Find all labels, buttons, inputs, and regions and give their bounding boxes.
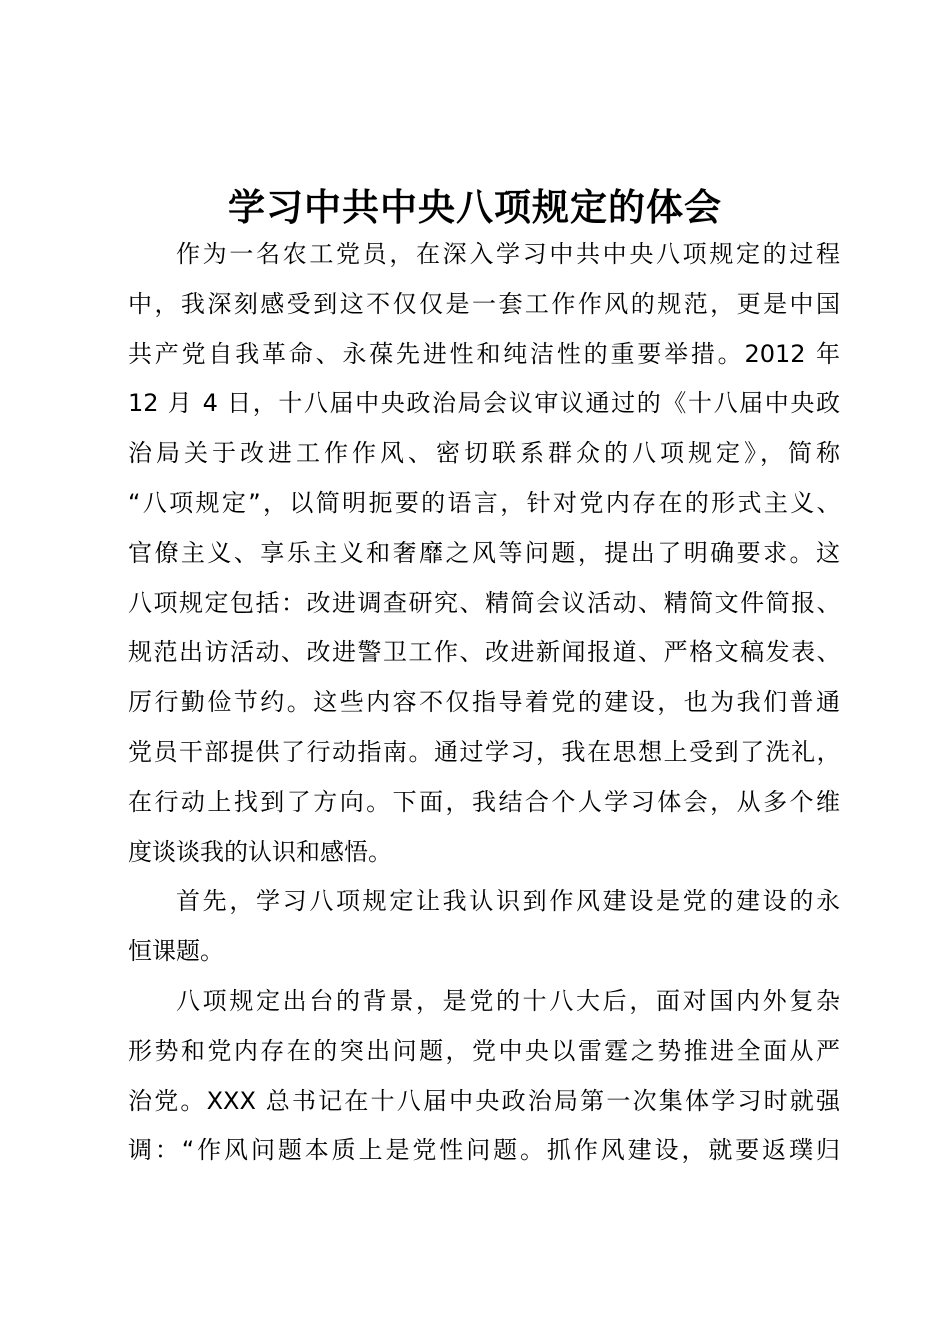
text-line: 八项规定包括：改进调查研究、精简会议活动、精简文件简报、: [128, 588, 840, 617]
text-line: 恒课题。: [128, 937, 224, 966]
text-line: 治局关于改进工作作风、密切联系群众的八项规定》，简称: [128, 439, 840, 468]
text-line: “八项规定”，以简明扼要的语言，针对党内存在的形式主义、: [128, 488, 840, 517]
text-line: 官僚主义、享乐主义和奢靡之风等问题，提出了明确要求。这: [128, 538, 840, 567]
paragraph-1: [128, 230, 840, 877]
text-line: 党员干部提供了行动指南。通过学习，我在思想上受到了洗礼，: [128, 737, 840, 766]
paragraph-2: [128, 877, 840, 977]
text-line: 中，我深刻感受到这不仅仅是一套工作作风的规范，更是中国: [128, 289, 840, 318]
document-title: 学习中共中央八项规定的体会: [228, 186, 722, 229]
text-line: 治党。XXX 总书记在十八届中央政治局第一次集体学习时就强: [128, 1086, 840, 1115]
document-body: [128, 230, 840, 1176]
text-line: 共产党自我革命、永葆先进性和纯洁性的重要举措。2012 年: [128, 339, 840, 368]
text-line: 度谈谈我的认识和感悟。: [128, 837, 392, 866]
text-line: 八项规定出台的背景，是党的十八大后，面对国内外复杂: [176, 986, 840, 1015]
text-line: 首先，学习八项规定让我认识到作风建设是党的建设的永: [176, 887, 840, 916]
text-line: 12 月 4 日，十八届中央政治局会议审议通过的《十八届中央政: [128, 389, 840, 418]
text-line: 厉行勤俭节约。这些内容不仅指导着党的建设，也为我们普通: [128, 688, 840, 717]
text-line: 形势和党内存在的突出问题，党中央以雷霆之势推进全面从严: [128, 1036, 840, 1065]
text-line: 作为一名农工党员，在深入学习中共中央八项规定的过程: [176, 240, 840, 268]
text-line: 调：“作风问题本质上是党性问题。抓作风建设，就要返璞归: [128, 1136, 840, 1165]
text-line: 规范出访活动、改进警卫工作、改进新闻报道、严格文稿发表、: [128, 638, 840, 667]
paragraph-3: [128, 977, 840, 1176]
text-line: 在行动上找到了方向。下面，我结合个人学习体会，从多个维: [128, 787, 840, 816]
